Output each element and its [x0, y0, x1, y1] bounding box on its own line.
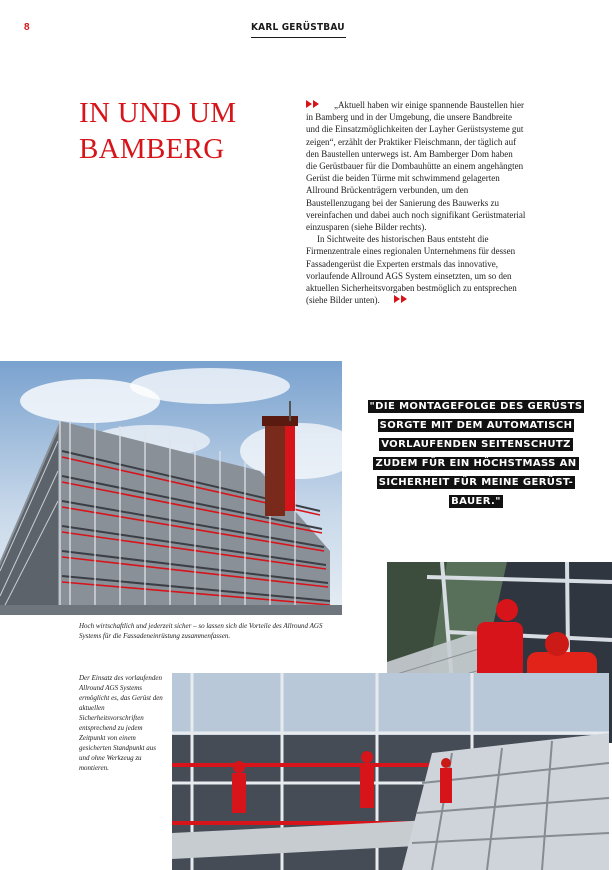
pull-quote-line-3: VORLAUFENDEN SEITENSCHUTZ — [381, 439, 571, 450]
article-body — [306, 99, 526, 306]
ags-workers-photo — [172, 673, 609, 870]
double-arrow-right-icon — [383, 294, 399, 302]
double-arrow-right-icon — [306, 99, 322, 107]
header-rule — [251, 37, 346, 38]
article-paragraph-1-text: „Aktuell haben wir einige spannende Baustellen hier in Bamberg und in der Umgebung, die unsere Bandbreite und die Einsatzmöglichkeiten der Layher Gerüstsysteme gut zeigen“, erzählt der Praktiker Fleischmann, der täglich auf den Baustellen unterwegs ist. Am Bamberger Dom haben die Gerüstbauer für die Dombauhütte an einem angehängten Gerüst die beiden Türme mit schwimmend gelagerten Allround Brückenträgern verbunden, um den Baustellenzugang bei der Sanierung des Bauwerks zu vereinfachen und dabei auch noch signifikant Gerüstmaterial einzusparen (siehe Bilder rechts). — [306, 100, 526, 233]
pull-quote-line-1: "DIE MONTAGEFOLGE DES GERÜSTS — [369, 401, 583, 412]
header-title: KARL GERÜSTBAU — [251, 22, 345, 33]
headline — [79, 95, 289, 167]
headline-line-1: IN UND UM — [79, 97, 237, 129]
page-number: 8 — [24, 22, 30, 33]
headline-line-2: BAMBERG — [79, 133, 225, 165]
pull-quote-line-5: SICHERHEIT FÜR MEINE GERÜST- — [378, 477, 574, 488]
building-scaffold-photo — [0, 361, 342, 615]
article-paragraph-2 — [306, 233, 526, 306]
ags-photo-caption: Der Einsatz des vorlaufenden Allround AGS Systems ermöglicht es, das Gerüst den aktuellen Sicherheitsvorschriften entsprechend zu jedem Zeitpunkt von einem gesicherten Standpunkt aus und ohne Werkzeug zu montieren. — [79, 674, 163, 772]
article-paragraph-2-text: In Sichtweite des historischen Baus entsteht die Firmenzentrale eines regionalen Unternehmens für dessen Fassadengerüst die Experten erstmals das innovative, vorlaufende Allround AGS System einsetzten, um so den aktuellen Sicherheitsvorgaben bestmöglich zu entsprechen (siehe Bilder unten). — [306, 234, 517, 306]
pull-quote-line-4: ZUDEM FÜR EIN HÖCHSTMASS AN — [375, 458, 577, 469]
article-paragraph-1 — [306, 99, 526, 233]
pull-quote-line-6: BAUER." — [451, 496, 501, 507]
pull-quote — [360, 397, 592, 511]
pull-quote-line-2: SORGTE MIT DEM AUTOMATISCH — [379, 420, 573, 431]
building-photo-caption: Hoch wirtschaftlich und jederzeit sicher – so lassen sich die Vorteile des Allround AGS Systems für die Fassadeneinrüstung zusammenfassen. — [79, 622, 323, 640]
